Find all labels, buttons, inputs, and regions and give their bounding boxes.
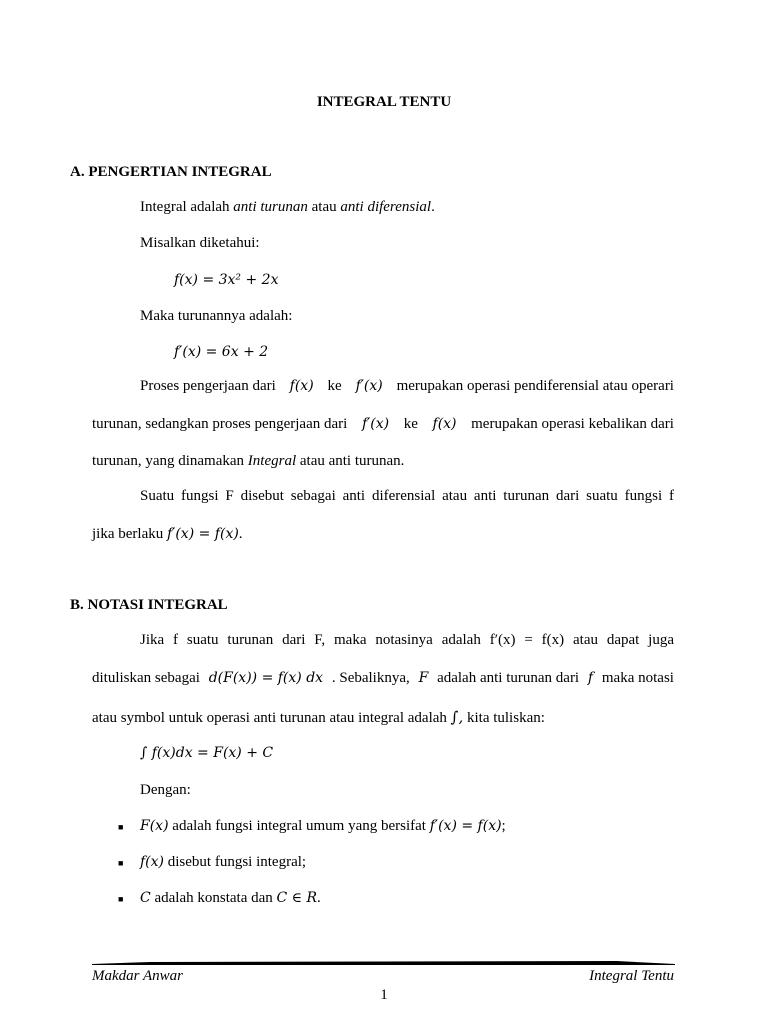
paragraph-process-line3: turunan, yang dinamakan Integral atau anti turunan. [92, 453, 405, 469]
bullet-icon: ■ [118, 822, 124, 832]
footer-author: Makdar Anwar [92, 968, 183, 984]
section-b-heading: B. NOTASI INTEGRAL [70, 597, 228, 613]
footer-divider [92, 961, 675, 966]
equation-fprime: f′(x) = 6x + 2 [174, 344, 269, 360]
list-item: C adalah konstata dan C ∈ R. [140, 890, 321, 906]
paragraph-process-line2: turunan, sedangkan proses pengerjaan dari f′(x) ke f(x) merupakan operasi kebalikan dari [92, 416, 674, 432]
list-item: f(x) disebut fungsi integral; [140, 854, 307, 870]
paragraph-definition: Integral adalah anti turunan atau anti diferensial. [140, 199, 435, 215]
paragraph-antiderivative-line1: Suatu fungsi F disebut sebagai anti diferensial atau anti turunan dari suatu fungsi f [140, 488, 674, 504]
page-number: 1 [380, 987, 388, 1003]
section-a-heading: A. PENGERTIAN INTEGRAL [70, 164, 272, 180]
paragraph-notation-line2: dituliskan sebagai d(F(x)) = f(x) dx . Sebaliknya, F adalah anti turunan dari f maka notasi [92, 670, 674, 686]
paragraph-notation-line1: Jika f suatu turunan dari F, maka notasinya adalah f′(x) = f(x) atau dapat juga [140, 632, 674, 648]
list-item: F(x) adalah fungsi integral umum yang bersifat f′(x) = f(x); [140, 818, 506, 834]
paragraph-notation-line3: atau symbol untuk operasi anti turunan atau integral adalah ∫, kita tuliskan: [92, 708, 545, 726]
equation-fx: f(x) = 3x² + 2x [174, 272, 279, 288]
footer-title: Integral Tentu [589, 968, 674, 984]
bullet-icon: ■ [118, 858, 124, 868]
page-title: INTEGRAL TENTU [316, 94, 452, 110]
paragraph-antiderivative-line2: jika berlaku f′(x) = f(x). [92, 526, 243, 542]
bullet-icon: ■ [118, 894, 124, 904]
paragraph-with: Dengan: [140, 782, 191, 798]
paragraph-given: Misalkan diketahui: [140, 235, 260, 251]
paragraph-derivative: Maka turunannya adalah: [140, 308, 293, 324]
formula-integral: ∫ f(x)dx = F(x) + C [140, 745, 274, 761]
paragraph-process-line1: Proses pengerjaan dari f(x) ke f′(x) merupakan operasi pendiferensial atau operari [140, 378, 674, 394]
